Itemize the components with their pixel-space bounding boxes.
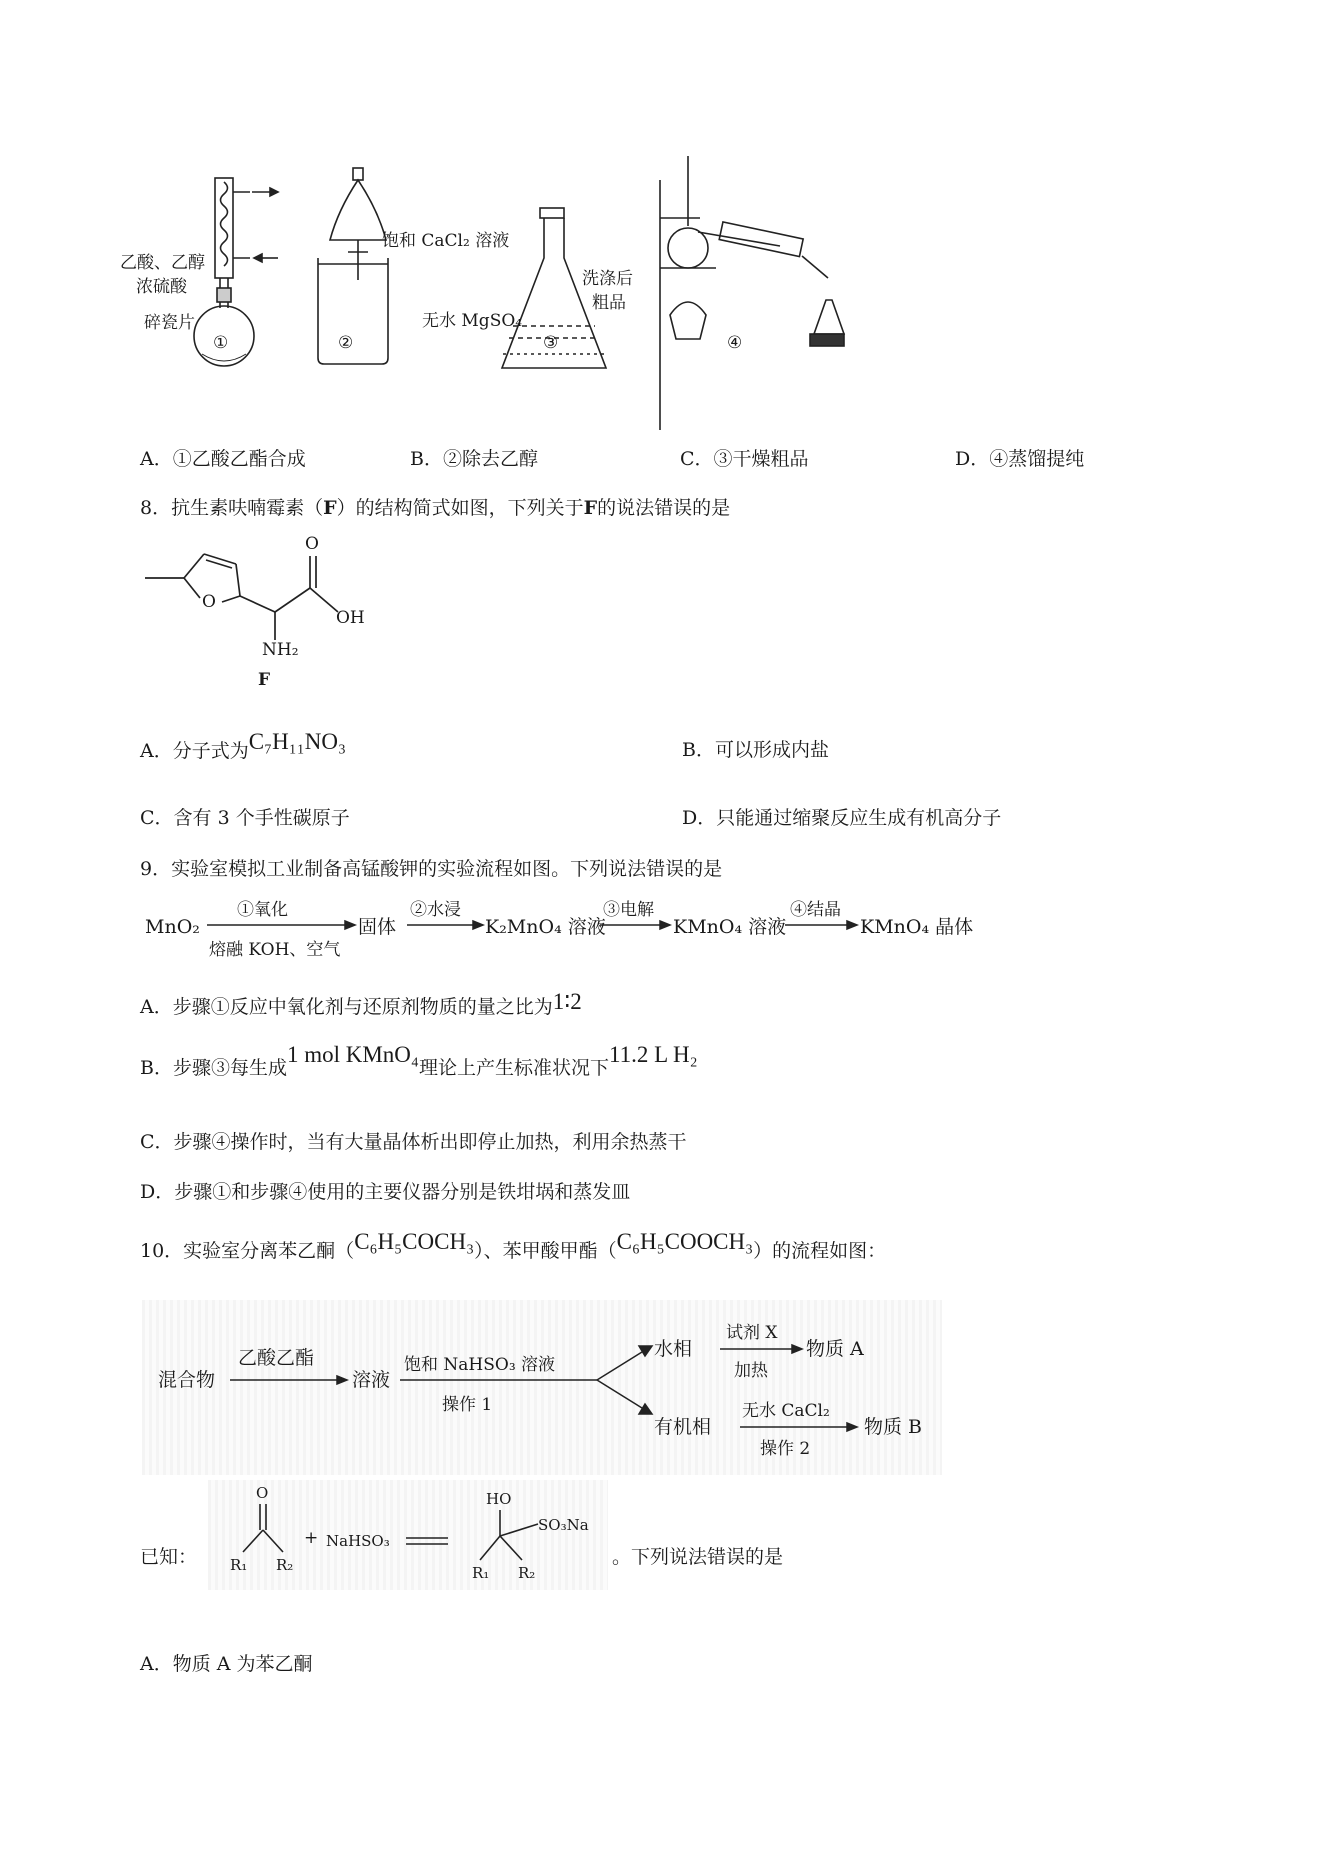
- q10-flow-arrows: [142, 1300, 942, 1475]
- q7-option-d[interactable]: D．④蒸馏提纯: [955, 448, 1085, 470]
- q8-option-b[interactable]: B．可以形成内盐: [682, 739, 829, 761]
- q9-option-c[interactable]: C．步骤④操作时，当有大量晶体析出即停止加热，利用余热蒸干: [140, 1131, 687, 1153]
- q7-apparatus-figure: [120, 140, 1020, 430]
- apparatus-number-1: ①: [213, 333, 229, 353]
- q10-flow-a4-bottom: 操作 2: [760, 1439, 811, 1459]
- q7-option-c[interactable]: C．③干燥粗品: [680, 448, 809, 470]
- q9-option-b[interactable]: [140, 1042, 698, 1080]
- q8-stem-post: 的说法错误的是: [597, 497, 731, 519]
- q9-flow-step4-top: ④结晶: [790, 900, 841, 920]
- rxn-o: O: [256, 1484, 269, 1502]
- struct-nh2: NH₂: [262, 640, 299, 660]
- struct-o-ring: O: [202, 592, 216, 612]
- q8-stem-f2: F: [583, 497, 598, 519]
- q10-flow-a2-top: 饱和 NaHSO₃ 溶液: [404, 1355, 556, 1375]
- label-cacl2: 饱和 CaCl₂ 溶液: [382, 231, 510, 251]
- q8-option-d[interactable]: D．只能通过缩聚反应生成有机高分子: [682, 807, 1002, 829]
- apparatus-number-4: ④: [727, 333, 743, 353]
- q9-option-a[interactable]: [140, 989, 582, 1019]
- struct-o-carbonyl: O: [305, 534, 319, 554]
- rxn-plus: +: [304, 1528, 319, 1548]
- apparatus-number-2: ②: [338, 333, 354, 353]
- q10-formula-1: C₆H₅COCH₃: [354, 1229, 475, 1254]
- q10-known-reaction: [208, 1480, 608, 1590]
- q10-stem-pre: 10．实验室分离苯乙酮（: [140, 1240, 355, 1262]
- label-washed: 洗涤后: [582, 269, 633, 289]
- label-crude: 粗品: [592, 293, 626, 313]
- q9-option-b-mol: 1 mol KMnO₄: [286, 1042, 419, 1067]
- label-mgso4: 无水 MgSO₄: [422, 311, 523, 331]
- q9-flow-step2-top: ②水浸: [410, 900, 461, 920]
- label-chips: 碎瓷片: [144, 313, 195, 333]
- apparatus-number-3: ③: [543, 333, 559, 353]
- rxn-r2b: R₂: [518, 1564, 536, 1582]
- q10-flow-start: 混合物: [158, 1369, 216, 1391]
- q10-flow-aq: 水相: [654, 1338, 693, 1360]
- q10-flow-a4-top: 无水 CaCl₂: [742, 1401, 830, 1421]
- q9-flow-start: MnO₂: [145, 916, 200, 938]
- q7-option-a[interactable]: A．①乙酸乙酯合成: [140, 448, 306, 470]
- q8-option-c[interactable]: C．含有 3 个手性碳原子: [140, 807, 350, 829]
- q8-stem-mid: ）的结构简式如图，下列关于: [336, 497, 584, 519]
- q10-stem-mid: ）、苯甲酸甲酯（: [474, 1240, 617, 1262]
- q10-known-pre: 已知：: [140, 1546, 198, 1568]
- label-acid: 浓硫酸: [136, 277, 187, 297]
- q8-option-a-formula: C₇H₁₁NO₃: [248, 729, 346, 754]
- apparatus-drawing: [120, 140, 1020, 430]
- rxn-r1: R₁: [230, 1556, 248, 1574]
- q8-stem-pre: 8．抗生素呋喃霉素（: [140, 497, 324, 519]
- q7-option-b[interactable]: B．②除去乙醇: [410, 448, 538, 470]
- rxn-ho: HO: [486, 1490, 512, 1508]
- q8-structure-F: [140, 534, 400, 700]
- q10-flow-a2-bottom: 操作 1: [442, 1395, 493, 1415]
- q10-flow-a3-top: 试剂 X: [726, 1323, 778, 1343]
- q10-stem-post: ）的流程如图：: [753, 1240, 887, 1262]
- q9-flow-end: KMnO₄ 晶体: [860, 916, 974, 938]
- q8-stem-f: F: [323, 497, 337, 519]
- struct-label-f: F: [258, 670, 271, 690]
- q9-option-d[interactable]: D．步骤①和步骤④使用的主要仪器分别是铁坩埚和蒸发皿: [140, 1181, 631, 1203]
- rxn-r1b: R₁: [472, 1564, 490, 1582]
- rxn-r2: R₂: [276, 1556, 294, 1574]
- rxn-so3na: SO₃Na: [538, 1516, 589, 1534]
- q9-flow-mid3: KMnO₄ 溶液: [673, 916, 787, 938]
- q9-flow-step1-top: ①氧化: [237, 900, 288, 920]
- q9-stem: 9．实验室模拟工业制备高锰酸钾的实验流程如图。下列说法错误的是: [140, 858, 723, 880]
- q10-flow-prod-b: 物质 B: [864, 1416, 923, 1438]
- q10-stem: [140, 1229, 887, 1263]
- q8-stem: [140, 496, 730, 520]
- q10-flow-org: 有机相: [654, 1416, 712, 1438]
- q9-flow-step3-top: ③电解: [603, 900, 654, 920]
- q10-flow: [142, 1300, 942, 1475]
- label-reagents: 乙酸、乙醇: [120, 253, 205, 273]
- q10-option-a[interactable]: A．物质 A 为苯乙酮: [140, 1653, 313, 1675]
- q10-flow-a1: 乙酸乙酯: [238, 1347, 315, 1369]
- q10-flow-a3-bottom: 加热: [734, 1361, 768, 1381]
- q9-flow-mid2: K₂MnO₄ 溶液: [485, 916, 606, 938]
- q9-flow-step1-bottom: 熔融 KOH、空气: [209, 940, 341, 960]
- q9-option-b-pre: B．步骤③每生成: [140, 1057, 287, 1079]
- q9-option-a-ratio: 1∶2: [552, 989, 582, 1014]
- q10-flow-prod-a: 物质 A: [806, 1338, 864, 1360]
- q9-option-b-mid: 理论上产生标准状况下: [418, 1057, 609, 1079]
- rxn-reagent: NaHSO₃: [326, 1532, 390, 1550]
- q8-option-a-text: A．分子式为: [140, 740, 249, 762]
- q10-known-post: 。下列说法错误的是: [612, 1546, 784, 1568]
- q9-option-b-vol: 11.2 L H₂: [608, 1042, 698, 1067]
- q8-option-a[interactable]: [140, 729, 346, 763]
- q9-flow: [145, 895, 995, 965]
- struct-oh: OH: [336, 608, 365, 628]
- q10-flow-mid: 溶液: [352, 1369, 391, 1391]
- q10-formula-2: C₆H₅COOCH₃: [616, 1229, 754, 1254]
- q9-flow-mid1: 固体: [358, 916, 397, 938]
- q9-option-a-text: A．步骤①反应中氧化剂与还原剂物质的量之比为: [140, 996, 553, 1018]
